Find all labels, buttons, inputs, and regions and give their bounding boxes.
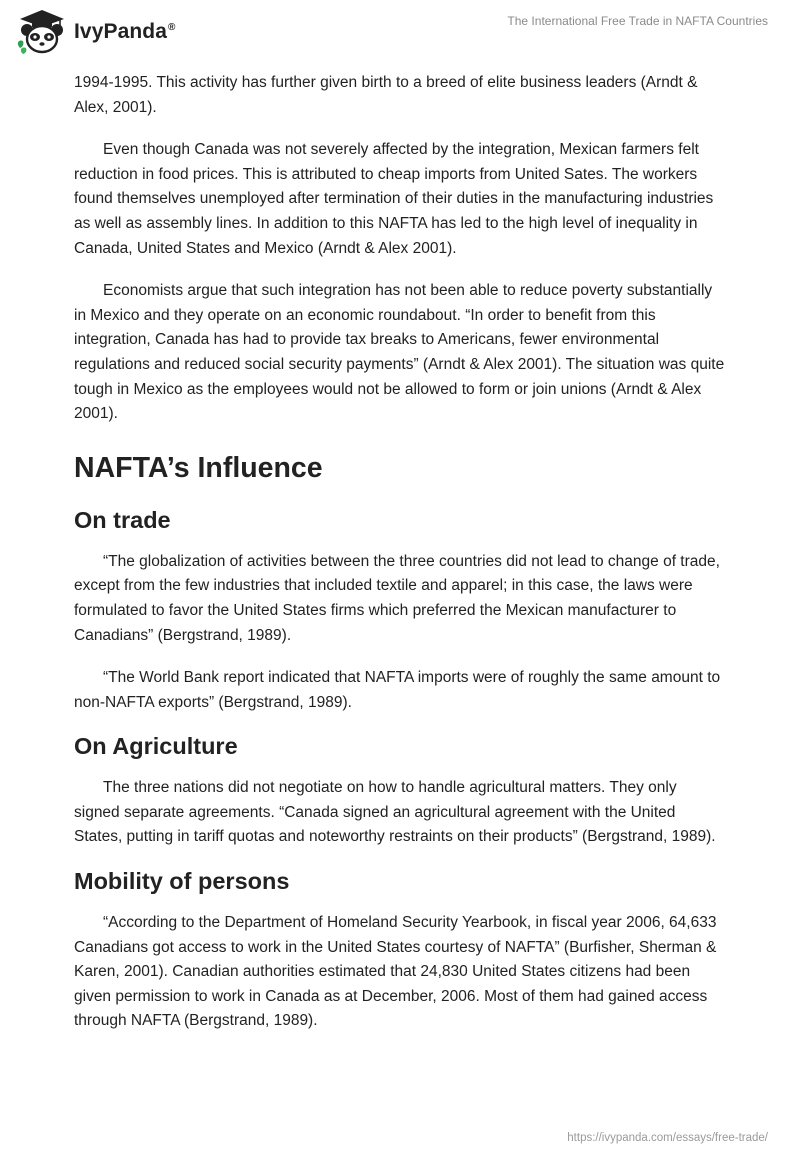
subheading-on-trade: On trade (74, 506, 171, 533)
page-header (0, 0, 800, 62)
brand-name: IvyPanda® (74, 20, 176, 43)
paragraph: “The globalization of activities between the three countries did not lead to change of trade, except from the few industries that included textile and apparel; in this case, the laws were formulated to favor the United States firms which preferred the Mexican manufacturer to Canadians” (Bergstrand, 1989). (74, 552, 720, 644)
ivypanda-logo[interactable] (14, 8, 175, 56)
subheading-mobility-of-persons: Mobility of persons (74, 868, 290, 895)
paragraph-continued: 1994-1995. This activity has further given birth to a breed of elite business leaders (Arndt & Alex, 2001). (74, 74, 698, 116)
paragraph: The three nations did not negotiate on how to handle agricultural matters. They only signed separate agreements. “Canada signed an agricultural agreement with the United States, putting in tariff quotas and noteworthy restraints on their products” (Bergstrand, 1989). (74, 779, 716, 846)
subheading-on-agriculture: On Agriculture (74, 733, 238, 760)
paragraph: Economists argue that such integration has not been able to reduce poverty substantially in Mexico and they operate on an economic roundabout. “In order to benefit from this integration, Canada has had to provide tax breaks to Americans, fewer environmental regulations and reduced social security payments” (Arndt & Alex 2001). The situation was quite tough in Mexico as the employees would not be allowed to form or join unions (Arndt & Alex 2001). (74, 282, 725, 423)
paragraph: “According to the Department of Homeland Security Yearbook, in fiscal year 2006, 64,633 Canadians got access to work in the United States courtesy of NAFTA” (Burfisher, Sherman & Karen, 2001). Canadian authorities estimated that 24,830 United States citizens had been given permission to work in Canada as at December, 2006. Most of them had gained access through NAFTA (Bergstrand, 1989). (74, 914, 717, 1030)
paragraph: Even though Canada was not severely affected by the integration, Mexican farmers felt reduction in food prices. This is attributed to cheap imports from United Sates. The workers found themselves unemployed after termination of their duties in the manufacturing industries as well as assembly lines. In addition to this NAFTA has led to the high level of inequality in Canada, United States and Mexico (Arndt & Alex 2001). (74, 141, 714, 257)
essay-body (74, 71, 726, 1034)
panda-graduate-icon (14, 8, 70, 56)
source-url[interactable]: https://ivypanda.com/essays/free-trade/ (567, 1132, 768, 1144)
document-title: The International Free Trade in NAFTA Countries (507, 14, 768, 28)
section-heading-nafta-influence: NAFTA’s Influence (74, 451, 323, 484)
paragraph: “The World Bank report indicated that NAFTA imports were of roughly the same amount to non-NAFTA exports” (Bergstrand, 1989). (74, 669, 721, 711)
